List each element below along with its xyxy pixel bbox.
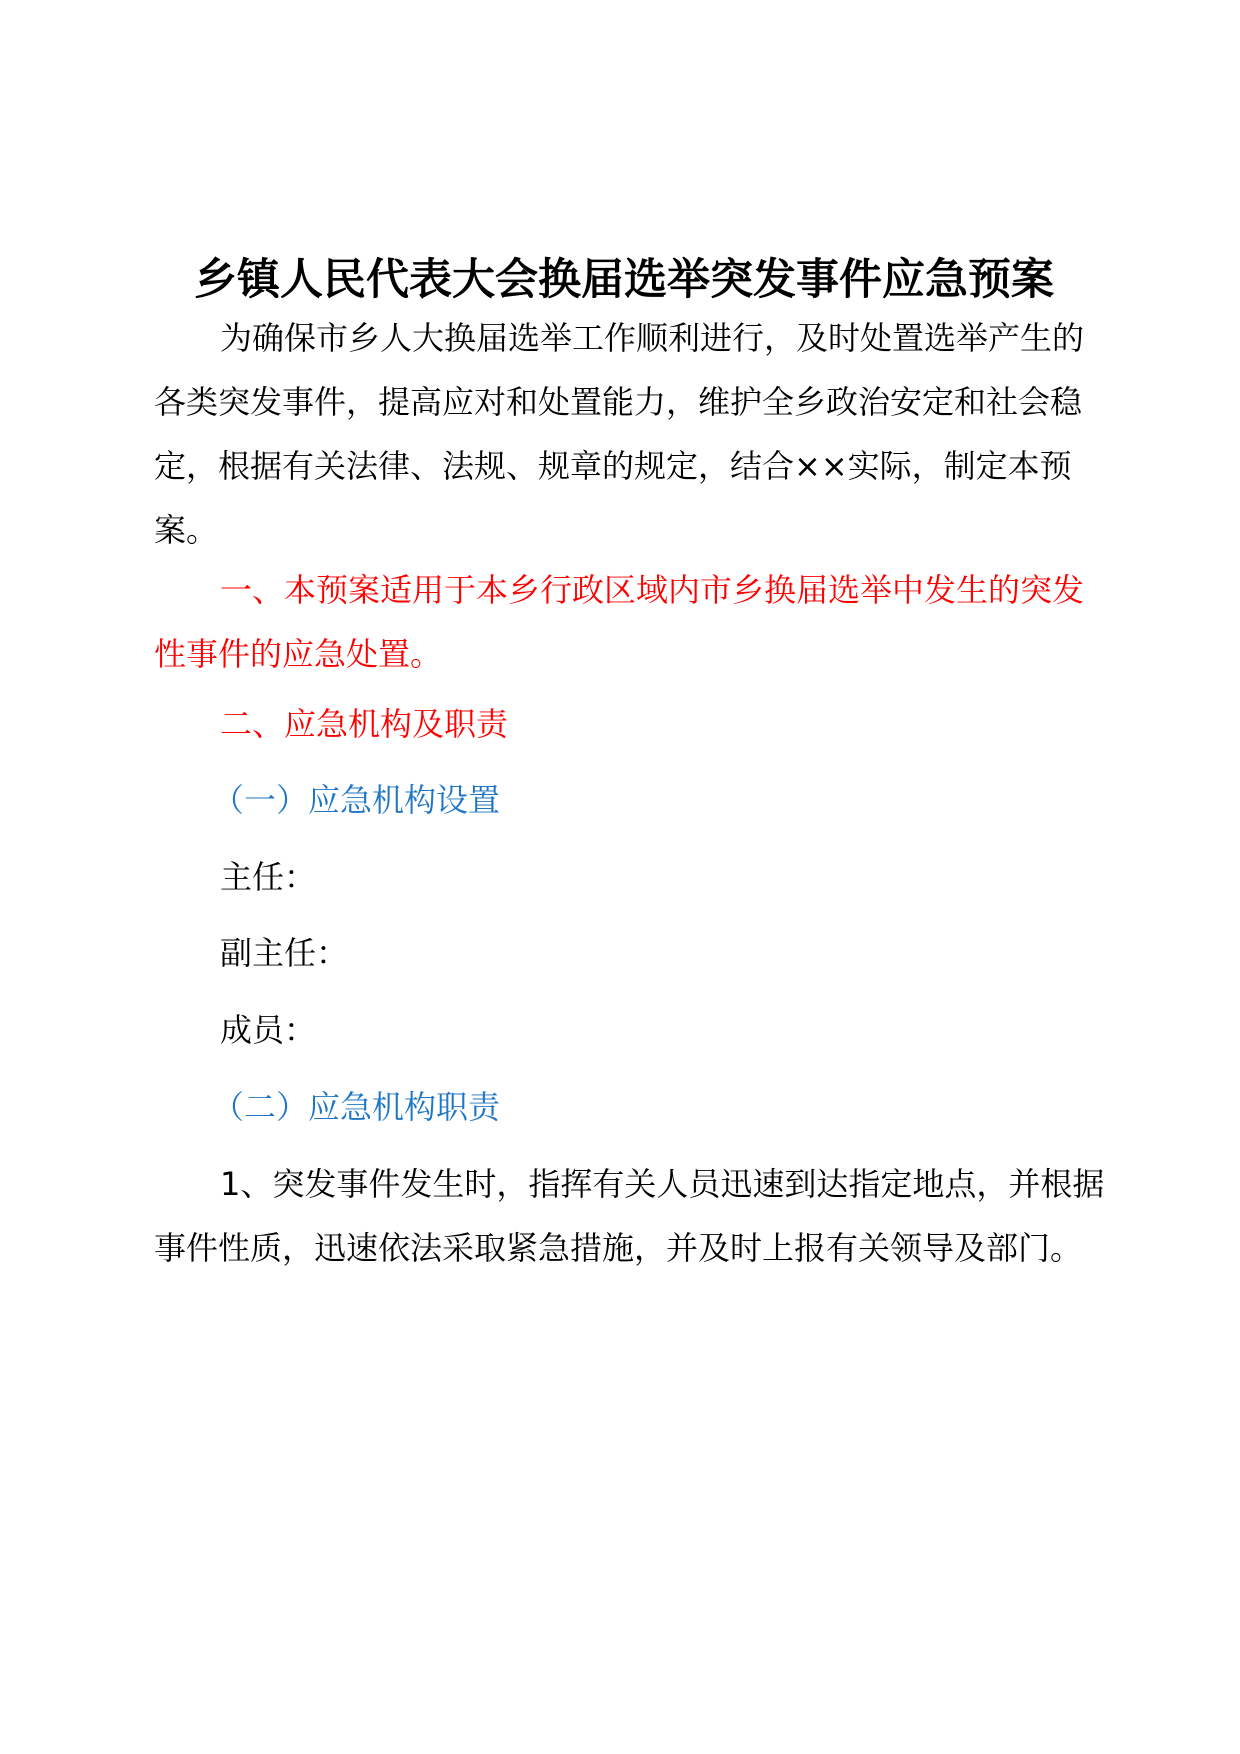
- members-label: 成员：: [220, 1011, 317, 1049]
- subsection-2-heading: （二）应急机构职责: [212, 1088, 501, 1126]
- intro-paragraph: 为确保市乡人大换届选举工作顺利进行，及时处置选举产生的各类突发事件，提高应对和处置能力，维护全乡政治安定和社会稳定，根据有关法律、法规、规章的规定，结合××实际，制定本预案。: [154, 319, 1085, 549]
- director-label: 主任：: [220, 858, 317, 896]
- document-title: 乡镇人民代表大会换届选举突发事件应急预案: [194, 255, 1054, 305]
- subsection-1-heading: （一）应急机构设置: [212, 781, 501, 819]
- item-1-paragraph: 1、突发事件发生时，指挥有关人员迅速到达指定地点，并根据事件性质，迅速依法采取紧急措施，并及时上报有关领导及部门。: [154, 1165, 1105, 1267]
- deputy-director-label: 副主任：: [220, 934, 349, 972]
- section-1-paragraph: 一、本预案适用于本乡行政区域内市乡换届选举中发生的突发性事件的应急处置。: [154, 571, 1085, 673]
- section-2-heading: 二、应急机构及职责: [220, 705, 509, 743]
